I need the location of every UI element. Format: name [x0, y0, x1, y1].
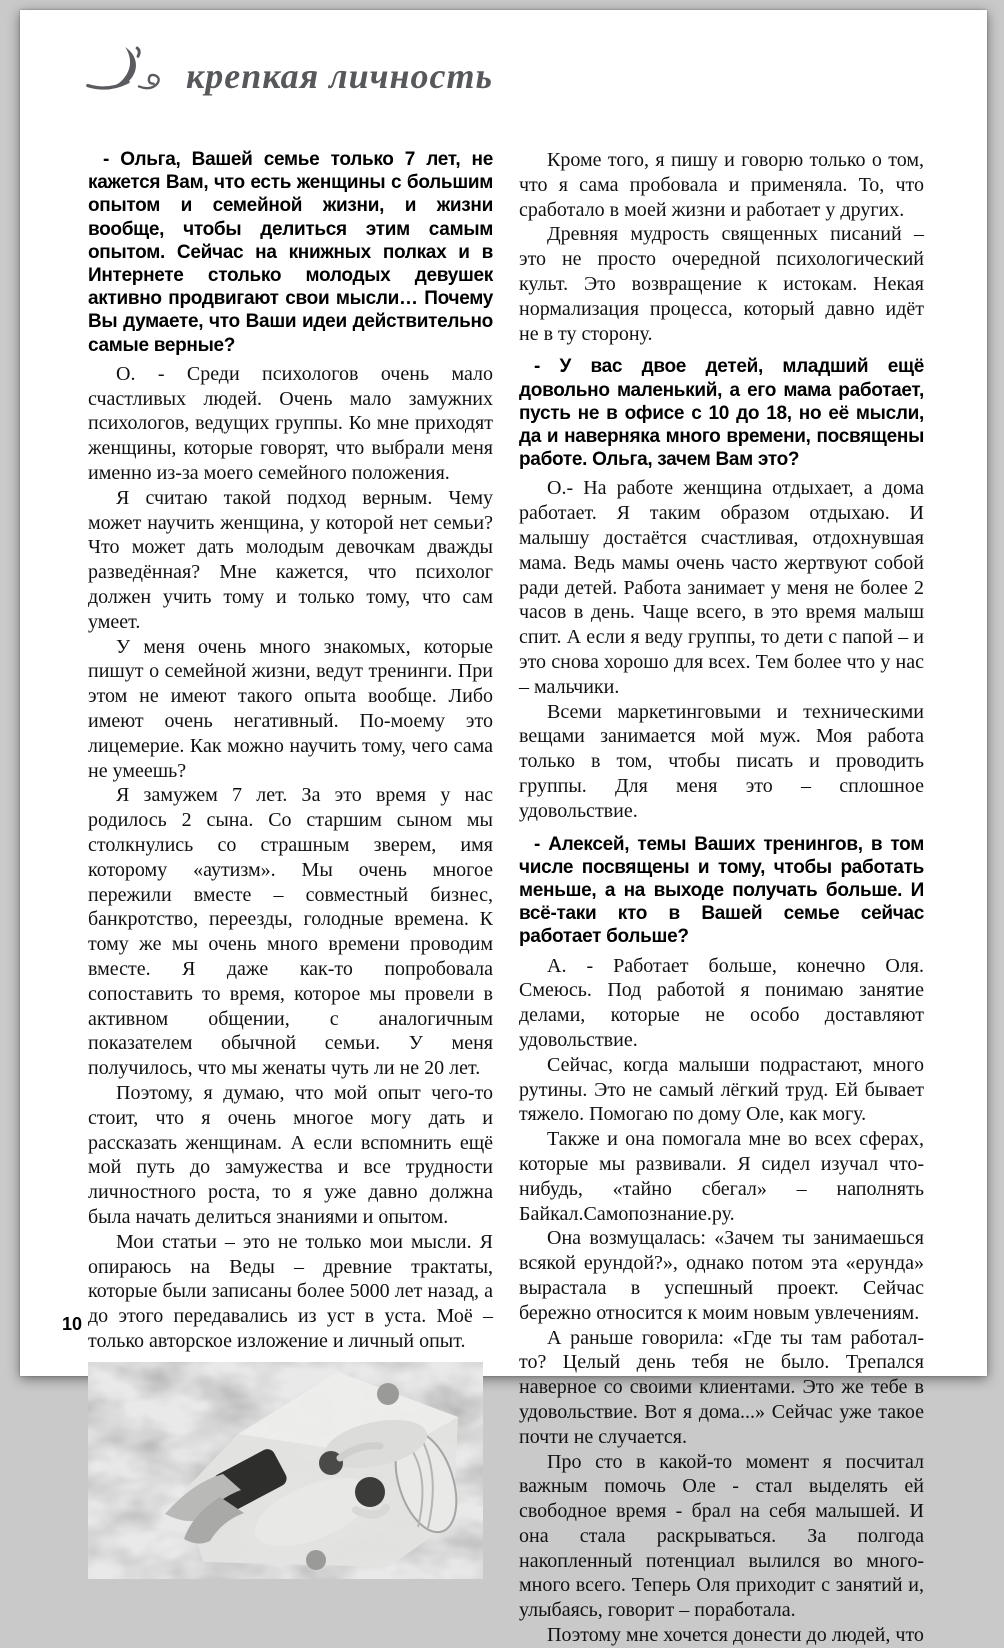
paragraph: Также и она помогала мне во всех сферах, которые мы развивали. Я сидел изучал что-нибудь, «тайно сбегал» – наполнять Байкал.Самопознание.ру.	[519, 1128, 924, 1225]
paragraph: Она возмущалась: «Зачем ты занимаешься всякой ерундой?», однако потом эта «ерунда» вырастала в успешный проект. Сейчас бережно относится к моим новым увлечениям.	[519, 1227, 924, 1324]
calligraphic-swirl-icon	[86, 44, 170, 96]
paragraph: У меня очень много знакомых, которые пишут о семейной жизни, ведут тренинги. При этом не имеют такого опыта вообще. Либо имеют очень негативный. По-моему это лицемерие. Как можно научить тому, чего сама не умеешь?	[88, 635, 493, 782]
paragraph: Про сто в какой-то момент я посчитал важным помочь Оле - стал выделять ей свободное время - брал на себя малышей. И она стала раскрываться. За полгода накопленный потенциал вылился во много-много всего. Теперь Оля приходит с занятий и, улыбаясь, говорит – поработала.	[519, 1450, 924, 1622]
paragraph: Всеми маркетинговыми и техническими вещами занимается мой муж. Моя работа только в том, чтобы писать и проводить группы. Для меня это – сплошное удовольствие.	[519, 700, 924, 822]
page-number: 10	[62, 1314, 83, 1334]
paragraph: О.- На работе женщина отдыхает, а дома работает. Я таким образом отдыхаю. И малышу достаётся счастливая, отдохнувшая мама. Ведь мамы очень часто жертвуют собой ради детей. Работа занимает у меня не более 2 часов в день. Чаще всего, в это время малыш спит. А если я веду группы, то дети с папой – и это снова хорошо для всех. Тем более что у нас – мальчики.	[519, 477, 924, 698]
paragraph: Поэтому, я думаю, что мой опыт чего-то стоит, что я очень многое могу дать и рассказать женщинам. А если вспомнить ещё мой путь до замужества и все трудности личностного роста, то я уже давно должна была начать делиться знаниями и опытом.	[88, 1081, 493, 1228]
paragraph: Кроме того, я пишу и говорю только о том, что я сама пробовала и применяла. То, что сработало в моей жизни и работает у других.	[519, 149, 924, 221]
paragraph: А раньше говорила: «Где ты там работал-то? Целый день тебя не было. Трепался наверное со своими клиентами. Это же тебе в удовольствие. Вот я дома...» Сейчас уже такое почти не случается.	[519, 1326, 924, 1448]
paragraph: Древняя мудрость священных писаний – это не просто очередной психологический культ. Это возвращение к истокам. Некая нормализация процесса, который давно идёт не в ту сторону.	[519, 223, 924, 345]
paragraph: Я считаю такой подход верным. Чему может научить женщина, у которой нет семьи? Что может дать молодым девочкам дважды разведённая? Мне кажется, что психолог должен учить тому и только тому, что сам умеет.	[88, 486, 493, 633]
question-paragraph: - Алексей, темы Ваших тренингов, в том числе посвящены и тому, чтобы работать меньше, а на выходе получать больше. И всё-таки кто в Вашей семье сейчас работает больше?	[519, 833, 924, 948]
paragraph: Сейчас, когда малыши подрастают, много рутины. Это не самый лёгкий труд. Ей бывает тяжело. Помогаю по дому Оле, как могу.	[519, 1053, 924, 1126]
section-title: крепкая личность	[186, 56, 493, 96]
paragraph: Поэтому мне хочется донести до людей, что	[547, 1624, 924, 1647]
right-column	[519, 148, 924, 1648]
couple-beach-photo	[88, 1362, 483, 1579]
question-paragraph: - Ольга, Вашей семье только 7 лет, не кажется Вам, что есть женщины с большим опытом и семейной жизни, и жизни вообще, чтобы делиться этим самым опытом. Сейчас на книжных полках и в Интернете столько молодых девушек активно продвигают свои мысли… Почему Вы думаете, что Ваши идеи действительно самые верные?	[88, 149, 493, 356]
paragraph: Мои статьи – это не только мои мысли. Я опираюсь на Веды – древние трактаты, которые были записаны более 5000 лет назад, а до этого передавались из уст в уста. Моё – только авторское изложение и личный опыт.	[88, 1230, 493, 1352]
paragraph: А. - Работает больше, конечно Оля. Смеюсь. Под работой я понимаю занятие делами, которые не особо доставляют удовольствие.	[519, 954, 924, 1051]
question-paragraph: - У вас двое детей, младший ещё довольно маленький, а его мама работает, пусть не в офисе с 10 до 18, но её мысли, да и наверняка много времени, посвящены работе. Ольга, зачем Вам это?	[519, 356, 924, 471]
magazine-page	[20, 10, 987, 1647]
paragraph: О. - Среди психологов очень мало счастливых людей. Очень мало замужних психологов, ведущих группы. Ко мне приходят женщины, которые говорят, что выбрали меня именно из-за моего семейного положения.	[88, 362, 493, 485]
article-body	[88, 148, 924, 1648]
paragraph: Я замужем 7 лет. За это время у нас родилось 2 сына. Со старшим сыном мы столкнулись со страшным зверем, имя которому «аутизм». Мы очень многое пережили вместе – совместный бизнес, банкротство, переезды, голодные времена. К тому же мы очень много времени проводим вместе. Я даже как-то попробовала сопоставить то время, которое мы провели в активном общении, с аналогичным показателем обычной семьи. У меня получилось, что мы женаты чуть ли не 20 лет.	[88, 784, 493, 1080]
left-column	[88, 148, 493, 1648]
section-header	[86, 44, 493, 96]
